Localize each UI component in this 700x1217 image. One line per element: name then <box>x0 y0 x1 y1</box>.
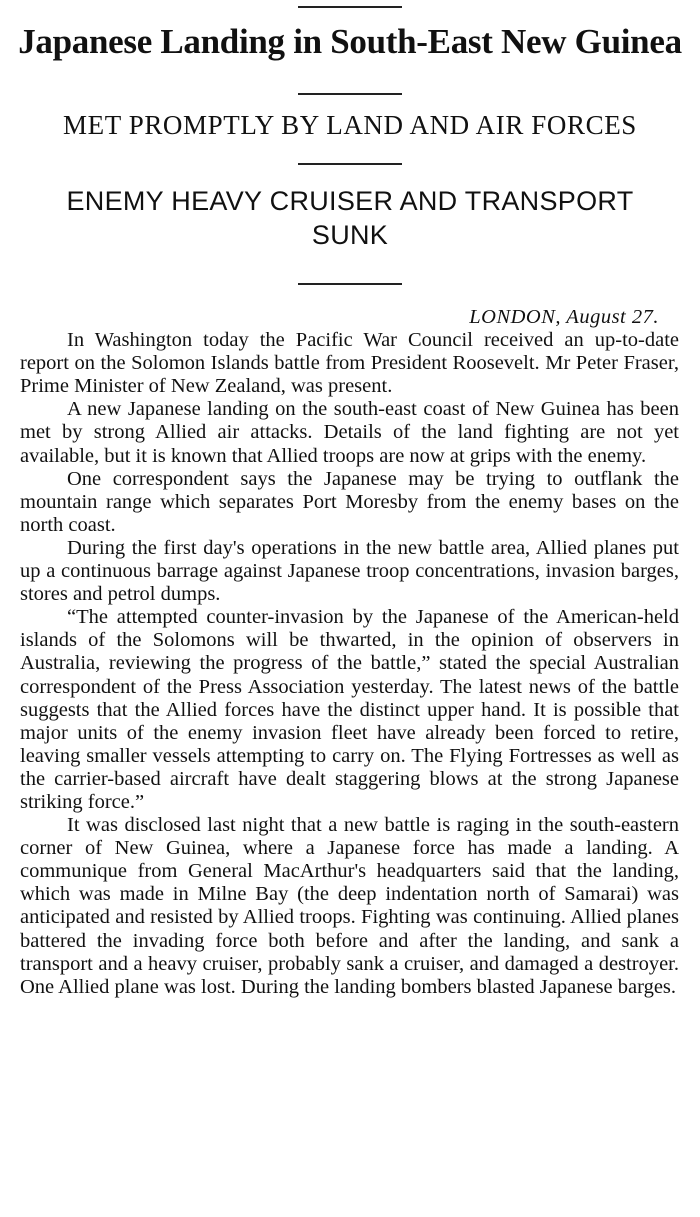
paragraph-3: One correspondent says the Japanese may be trying to outflank the mountain range which separates Port Moresby from the enemy bases on the north coast. <box>20 467 679 536</box>
paragraph-4: During the first day's operations in the new battle area, Allied planes put up a continuous barrage against Japanese troop concentrations, invasion barges, stores and petrol dumps. <box>20 536 679 606</box>
paragraph-5: “The attempted counter-invasion by the Japanese of the American-held islands of the Solomons will be thwarted, in the opinion of observers in Australia, reviewing the progress of the battle,” stated the special Australian correspondent of the Press Association yesterday. The latest news of the battle suggests that the Allied forces have the distinct upper hand. It is possible that major units of the enemy invasion fleet have already been forced to retire, leaving smaller vessels attempting to carry on. The Flying Fortresses as well as the carrier-based aircraft have dealt staggering blows at the strong Japanese striking force.” <box>20 606 679 813</box>
headline: Japanese Landing in South-East New Guinea <box>18 22 682 61</box>
top-rule <box>298 6 402 8</box>
dateline: LONDON, August 27. <box>469 306 659 328</box>
secondary-subheading <box>0 184 700 252</box>
paragraph-1: In Washington today the Pacific War Council received an up-to-date report on the Solomon Islands battle from President Roosevelt. Mr Peter Fraser, Prime Minister of New Zealand, was present. <box>20 329 679 398</box>
secondary-subheading-line-1: ENEMY HEAVY CRUISER AND TRANSPORT <box>66 186 634 216</box>
secondary-subheading-line-2: SUNK <box>311 220 389 250</box>
paragraph-2: A new Japanese landing on the south-east coast of New Guinea has been met by strong Allied air attacks. Details of the land fighting are not yet available, but it is known that Allied troops are now at grips with the enemy. <box>20 398 679 467</box>
subheading-rule <box>298 163 402 165</box>
article-body <box>20 306 679 999</box>
subheading: MET PROMPTLY BY LAND AND AIR FORCES <box>63 110 637 140</box>
headline-rule <box>298 93 402 95</box>
paragraph-6: It was disclosed last night that a new battle is raging in the south-eastern corner of New Guinea, where a Japanese force has made a landing. A communique from General MacArthur's headquarters said that the landing, which was made in Milne Bay (the deep indentation north of Samarai) was anticipated and resisted by Allied troops. Fighting was continuing. Allied planes battered the invading force both before and after the landing, and sank a transport and a heavy cruiser, probably sank a cruiser, and damaged a destroyer. One Allied plane was lost. During the landing bombers blasted Japanese barges. <box>20 814 679 998</box>
section-rule <box>298 283 402 285</box>
